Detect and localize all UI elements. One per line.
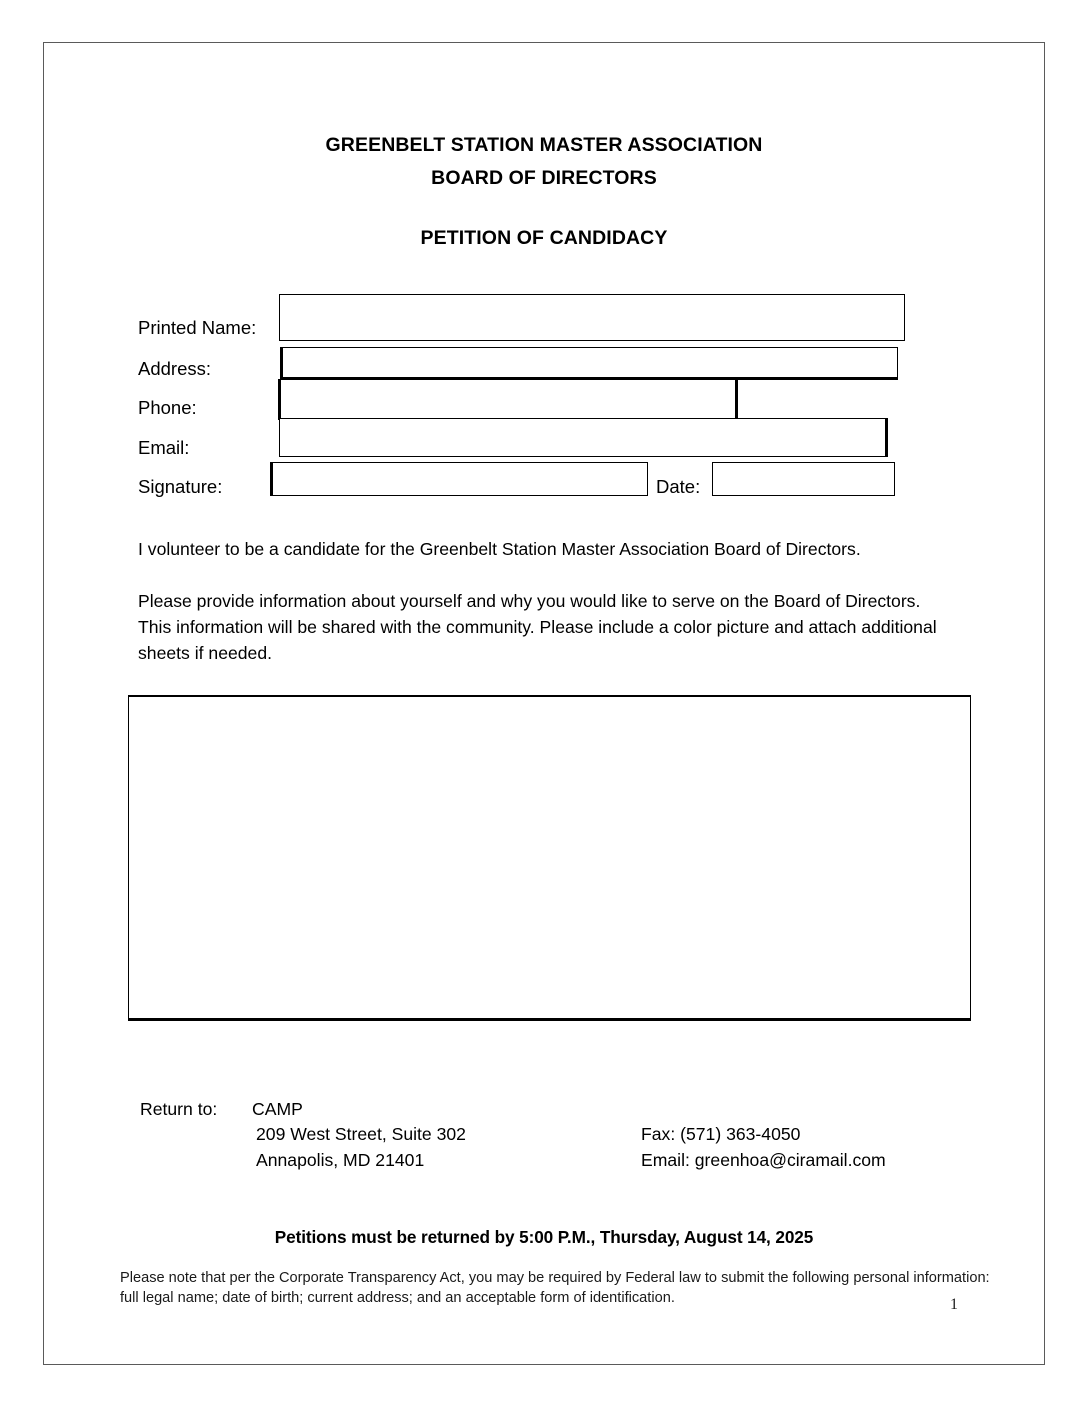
signature-input[interactable] [270, 462, 648, 496]
date-input[interactable] [712, 462, 895, 496]
return-to-city-state-zip: Annapolis, MD 21401 [256, 1150, 425, 1170]
email-input[interactable] [279, 418, 888, 457]
return-to-street: 209 West Street, Suite 302 [256, 1124, 466, 1144]
volunteer-statement: I volunteer to be a candidate for the Greenbelt Station Master Association Board of Directors. [138, 539, 861, 559]
document-title-line-2: BOARD OF DIRECTORS [431, 167, 657, 189]
date-label: Date: [656, 476, 701, 497]
return-to-label: Return to: [140, 1099, 218, 1119]
address-label: Address: [138, 358, 212, 379]
document-title-line-1: GREENBELT STATION MASTER ASSOCIATION [325, 134, 763, 156]
corporate-transparency-act-note: Please note that per the Corporate Transparency Act, you may be required by Federal law to submit the following personal information: full legal name; date of birth; current address; and an acceptable form of identification. [120, 1270, 990, 1306]
printed-name-input[interactable] [279, 294, 905, 341]
phone-input[interactable] [278, 379, 738, 420]
return-to-fax: Fax: (571) 363-4050 [641, 1124, 801, 1144]
phone-label: Phone: [138, 397, 197, 418]
return-to-email: Email: greenhoa@ciramail.com [641, 1150, 886, 1170]
submission-deadline: Petitions must be returned by 5:00 P.M., Thursday, August 14, 2025 [274, 1227, 814, 1247]
email-label: Email: [138, 437, 190, 458]
signature-label: Signature: [138, 476, 223, 497]
page-number: 1 [950, 1296, 958, 1313]
instructions-paragraph: Please provide information about yourself and why you would like to serve on the Board of Directors. This information will be shared with the community. Please include a color picture and attach additional sheets if needed. [138, 591, 937, 663]
candidate-statement-textarea[interactable] [128, 695, 971, 1021]
printed-name-label: Printed Name: [138, 317, 257, 338]
return-to-organization: CAMP [252, 1099, 303, 1119]
address-input[interactable] [280, 347, 898, 380]
document-subtitle-petition-of-candidacy: PETITION OF CANDIDACY [420, 227, 668, 249]
